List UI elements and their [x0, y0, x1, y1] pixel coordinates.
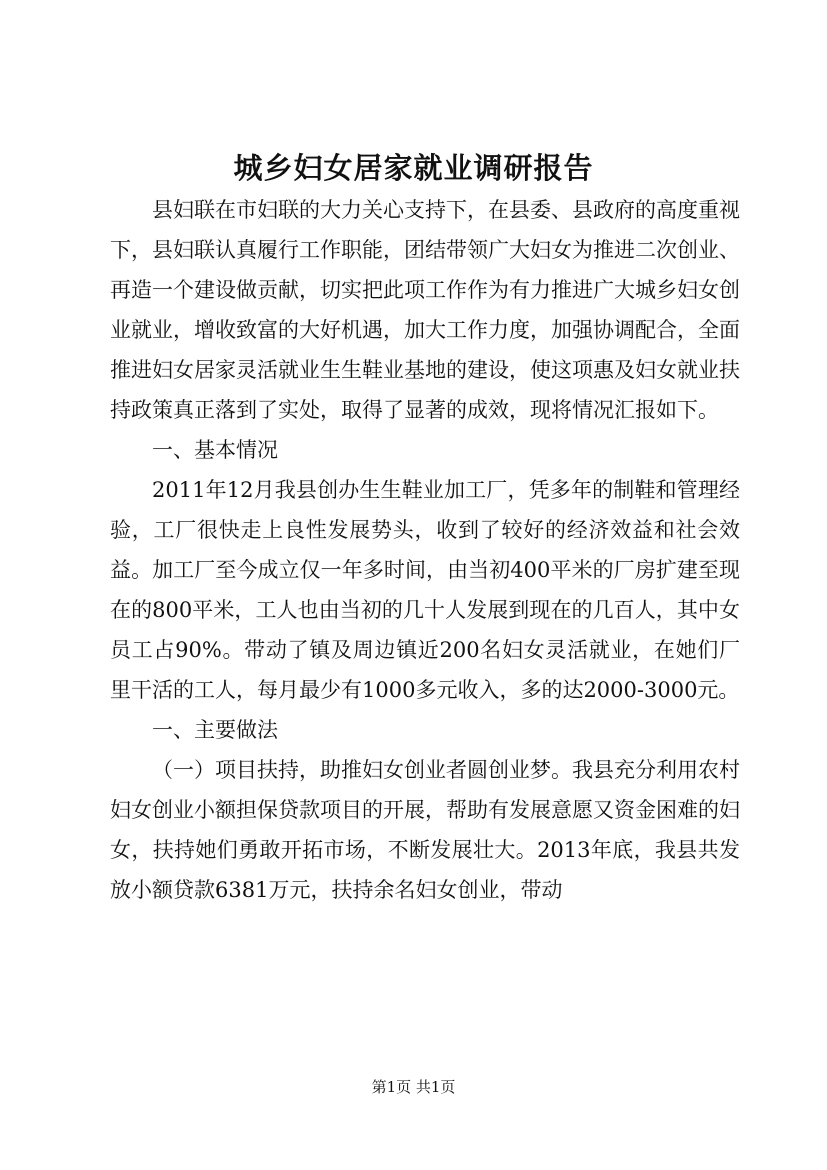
page-footer: 第1页 共1页	[371, 1078, 456, 1096]
section-heading-basic-situation: 一、基本情况	[152, 438, 278, 462]
document-body	[110, 190, 740, 910]
basic-situation-paragraph: 2011年12月我县创办生生鞋业加工厂，凭多年的制鞋和管理经验，工厂很快走上良性发展势头，收到了较好的经济效益和社会效益。加工厂至今成立仅一年多时间，由当初400平米的厂房扩建至现在的800平米，工人也由当初的几十人发展到现在的几百人，其中女员工占90%。带动了镇及周边镇近200名妇女灵活就业，在她们厂里干活的工人，每月最少有1000多元收入，多的达2000-3000元。	[110, 478, 740, 702]
section-heading-main-practices: 一、主要做法	[152, 718, 278, 742]
intro-paragraph: 县妇联在市妇联的大力关心支持下，在县委、县政府的高度重视下，县妇联认真履行工作职能，团结带领广大妇女为推进二次创业、再造一个建设做贡献，切实把此项工作作为有力推进广大城乡妇女创业就业，增收致富的大好机遇，加大工作力度，加强协调配合，全面推进妇女居家灵活就业生生鞋业基地的建设，使这项惠及妇女就业扶持政策真正落到了实处，取得了显著的成效，现将情况汇报如下。	[110, 198, 740, 422]
main-practices-paragraph: （一）项目扶持，助推妇女创业者圆创业梦。我县充分利用农村妇女创业小额担保贷款项目的开展，帮助有发展意愿又资金困难的妇女，扶持她们勇敢开拓市场，不断发展壮大。2013年底，我县共发放小额贷款6381万元，扶持余名妇女创业，带动	[110, 758, 740, 902]
document-title: 城乡妇女居家就业调研报告	[233, 151, 594, 185]
